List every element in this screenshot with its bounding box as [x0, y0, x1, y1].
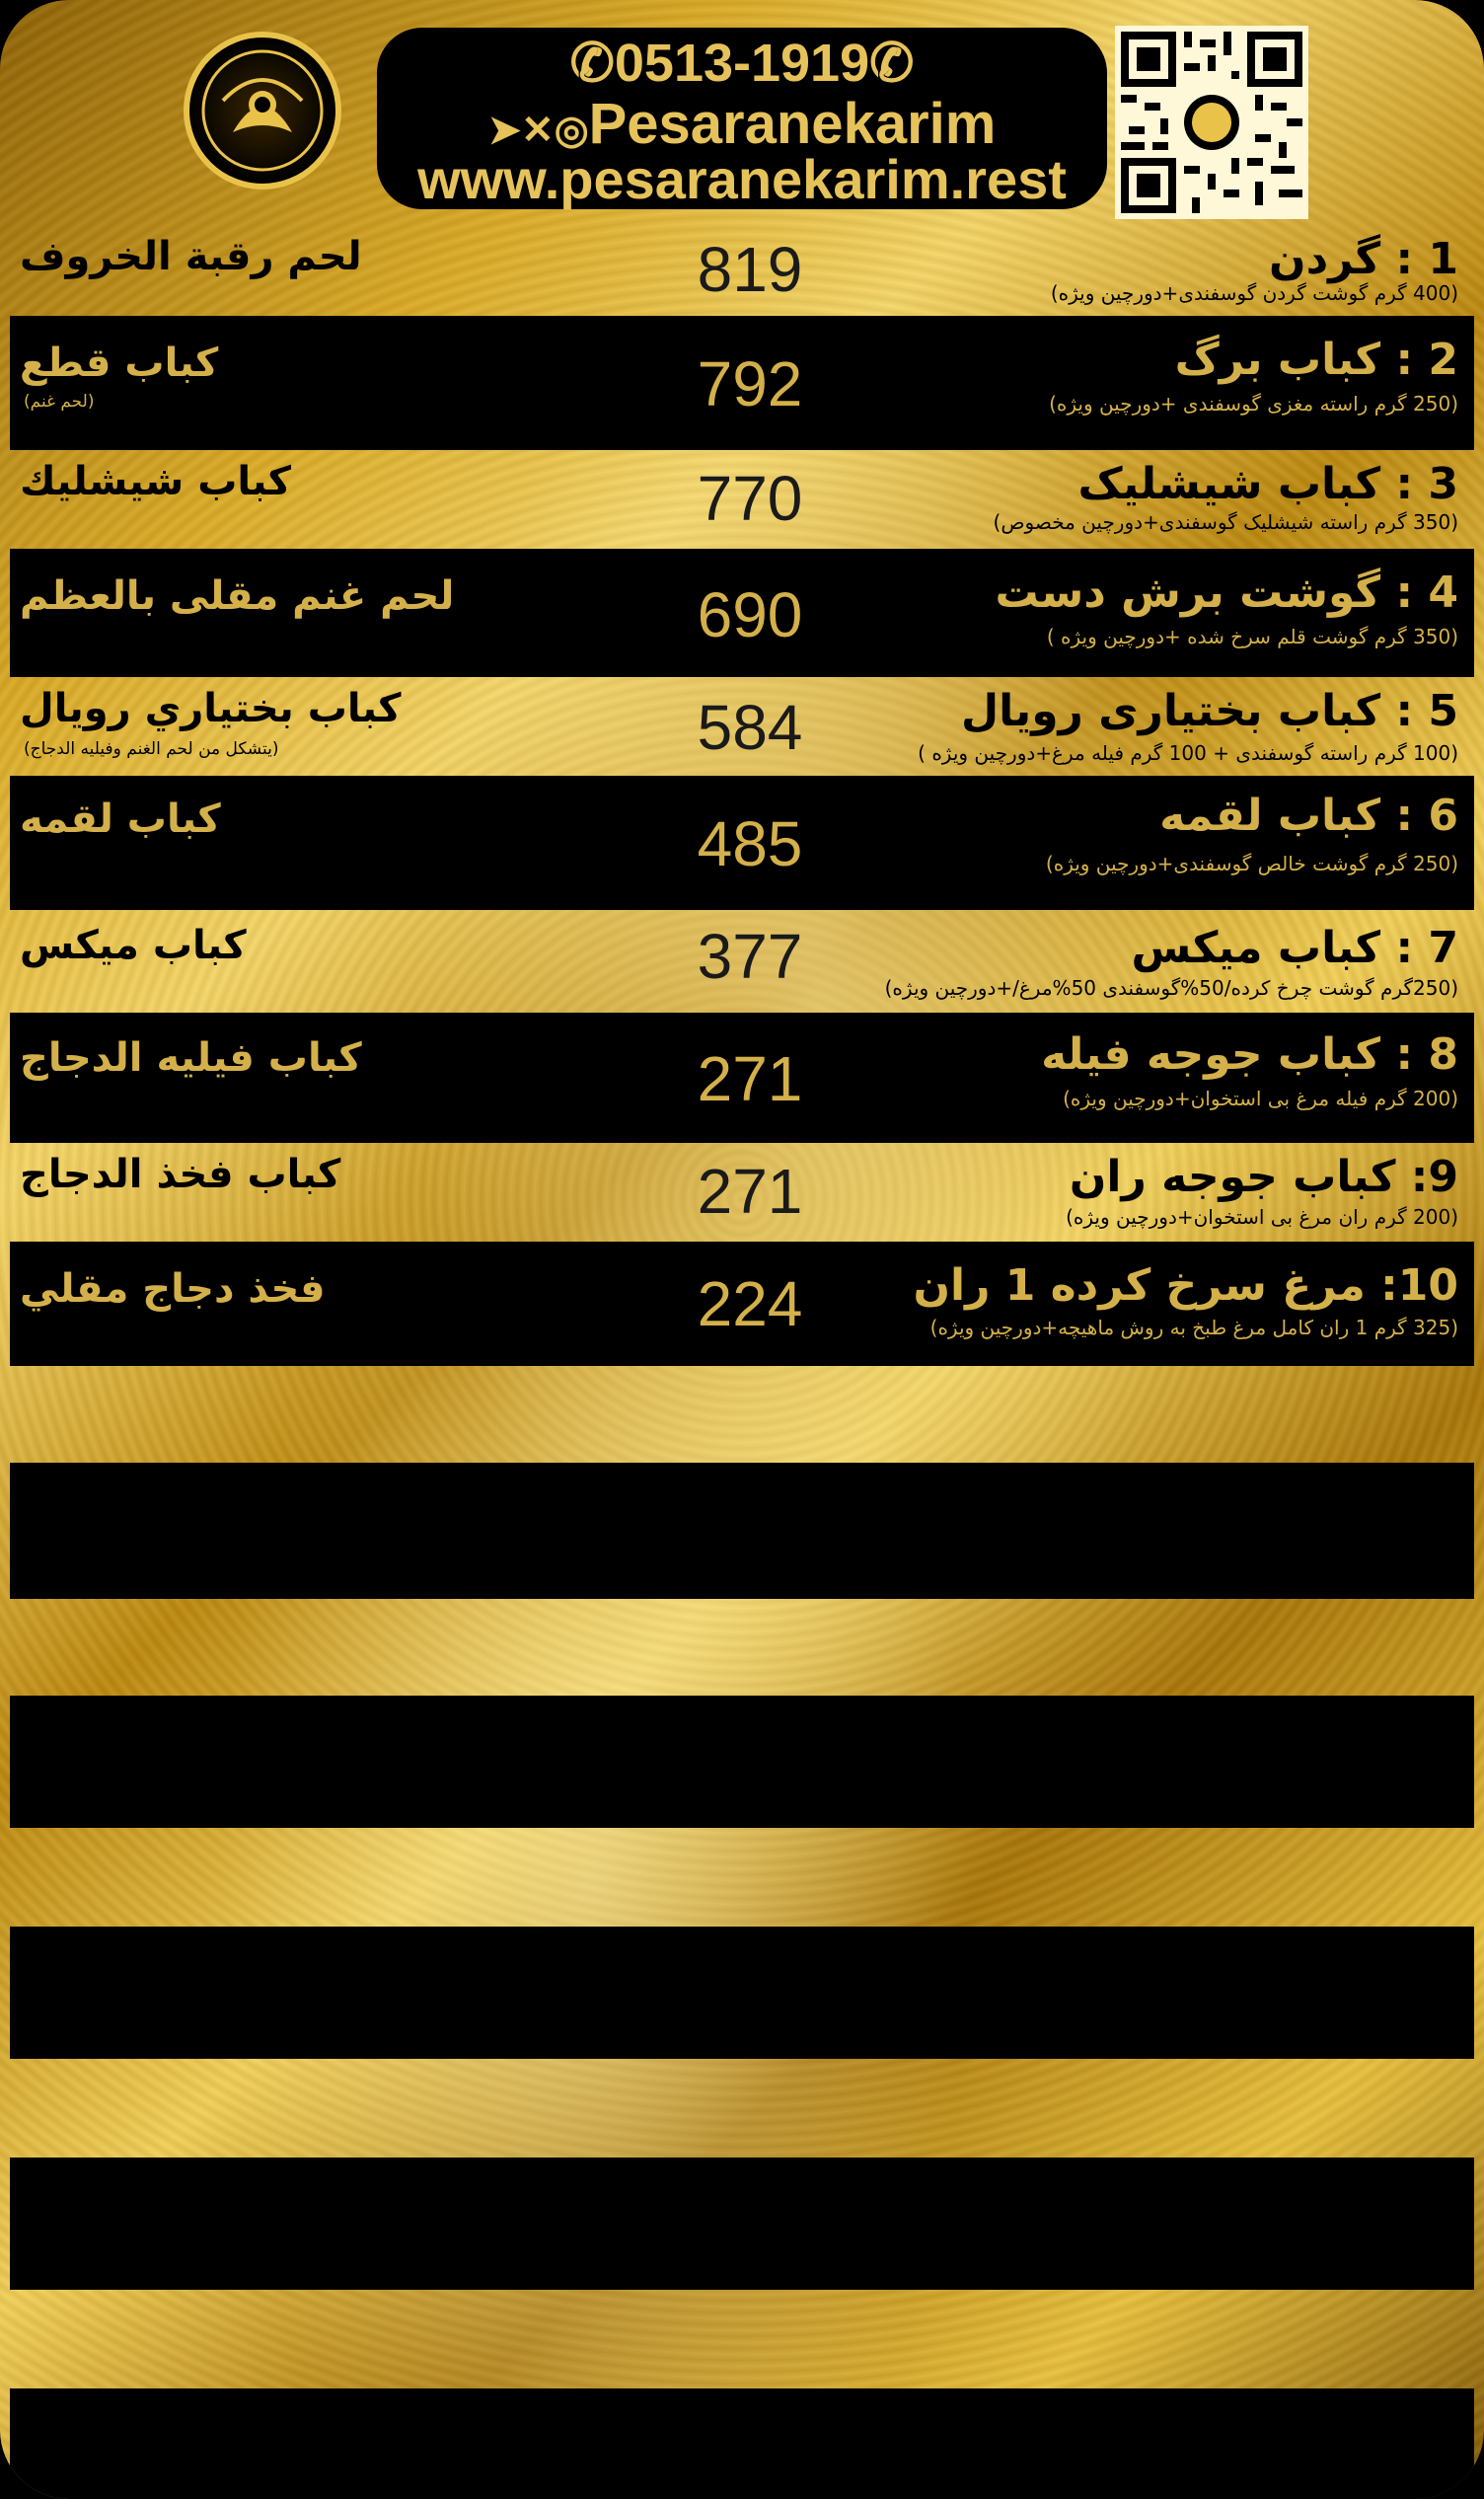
item-name-ar: لحم غنم مقلى بالعظم: [20, 573, 455, 619]
instagram-icon[interactable]: ◎: [554, 109, 589, 152]
website-link[interactable]: www.pesaranekarim.rest: [417, 148, 1067, 210]
restaurant-logo: [184, 32, 341, 189]
item-name-fa: 3 : کباب شیشلیک: [1077, 459, 1458, 509]
item-name-ar: كباب شيشليك: [20, 459, 291, 504]
item-desc-fa: (200 گرم ران مرغ بی استخوان+دورچین ویژه): [1066, 1205, 1458, 1229]
qr-code-pattern: [1121, 32, 1302, 213]
menu-item-10: [10, 1242, 1474, 1366]
item-name-ar: كباب لقمه: [20, 796, 221, 842]
item-name-ar: كباب بختياري رويال: [20, 686, 402, 731]
item-name-fa: 1 : گردن: [1269, 234, 1458, 284]
item-name-fa: 10: مرغ سرخ کرده 1 ران: [913, 1260, 1458, 1311]
item-name-fa: 9: کباب جوجه ران: [1069, 1152, 1458, 1202]
item-name-fa: 6 : کباب لقمه: [1159, 791, 1458, 841]
item-name-ar: كباب قطع: [20, 341, 219, 386]
item-name-ar: كباب فيليه الدجاج: [20, 1035, 362, 1081]
item-desc-fa: (350 گرم راسته شیشلیک گوسفندی+دورچین مخصوص): [993, 510, 1458, 534]
item-price: 271: [697, 1043, 803, 1114]
menu-item-9: [10, 1143, 1474, 1242]
menu-item-3: [10, 450, 1474, 549]
item-price: 271: [697, 1156, 803, 1227]
phone-number[interactable]: 0513-1919: [614, 34, 870, 93]
menu-item-8: [10, 1013, 1474, 1143]
item-price: 377: [697, 921, 803, 992]
whatsapp-icon[interactable]: ✆: [569, 34, 615, 93]
item-name-fa: 4 : گوشت برش دست: [995, 568, 1458, 618]
item-desc-ar: (يتشكل من لحم الغنم وفيليه الدجاج): [24, 739, 279, 759]
item-name-ar: لحم رقبة الخروف: [20, 234, 362, 279]
item-name-fa: 5 : کباب بختیاری رویال: [960, 686, 1458, 736]
item-desc-fa: (250گرم گوشت چرخ کرده/50%گوسفندی 50%مرغ/+دورچین ویژه): [884, 976, 1458, 1000]
item-price: 819: [697, 234, 803, 305]
item-desc-ar: (لحم غنم): [24, 392, 95, 412]
logo-emblem-icon: [193, 41, 332, 180]
item-price: 584: [697, 692, 803, 763]
empty-band-2: [10, 1696, 1474, 1828]
item-desc-fa: (250 گرم راسته مغزی گوسفندی +دورچین ویژه): [1049, 392, 1458, 416]
empty-band-1: [10, 1463, 1474, 1599]
item-desc-fa: (325 گرم 1 ران کامل مرغ طبخ به روش ماهیچه+دورچین ویژه): [929, 1316, 1458, 1339]
menu-item-7: [10, 910, 1474, 1013]
phone-icon: ✆: [869, 34, 915, 93]
social-handle[interactable]: Pesaranekarim: [588, 92, 997, 156]
menu-item-2: [10, 316, 1474, 450]
contact-banner: [377, 28, 1107, 209]
item-desc-fa: (200 گرم فیله مرغ بی استخوان+دورچین ویژه): [1063, 1087, 1458, 1110]
menu-item-6: [10, 776, 1474, 910]
item-price: 224: [697, 1268, 803, 1339]
item-name-ar: كباب فخذ الدجاج: [20, 1152, 341, 1197]
item-name-fa: 8 : کباب جوجه فیله: [1041, 1029, 1458, 1080]
item-name-fa: 7 : کباب میکس: [1131, 923, 1458, 973]
item-name-ar: فخذ دجاج مقلي: [20, 1266, 326, 1312]
item-price: 690: [697, 579, 803, 650]
item-desc-fa: (100 گرم راسته گوسفندی + 100 گرم فیله مرغ+دورچین ویژه ): [918, 741, 1458, 765]
item-desc-fa: (250 گرم گوشت خالص گوسفندی+دورچین ویژه): [1045, 852, 1458, 875]
item-desc-fa: (400 گرم گوشت گردن گوسفندی+دورچین ویژه): [1050, 281, 1458, 305]
menu-item-1: [10, 225, 1474, 316]
item-price: 770: [697, 463, 803, 534]
menu-item-4: [10, 549, 1474, 677]
item-desc-fa: (350 گرم گوشت قلم سرخ شده +دورچین ویژه ): [1046, 625, 1458, 648]
qr-code-icon[interactable]: [1115, 26, 1308, 219]
phone-line: [377, 34, 1107, 93]
empty-band-4: [10, 2158, 1474, 2290]
telegram-icon[interactable]: ➤: [487, 109, 522, 152]
x-icon[interactable]: ✕: [521, 109, 555, 152]
item-price: 485: [697, 808, 803, 879]
item-price: 792: [697, 348, 803, 419]
empty-band-3: [10, 1927, 1474, 2059]
menu-item-5: [10, 677, 1474, 776]
item-name-ar: كباب ميكس: [20, 923, 247, 968]
empty-band-5: [10, 2388, 1474, 2499]
item-name-fa: 2 : کباب برگ: [1174, 335, 1458, 385]
